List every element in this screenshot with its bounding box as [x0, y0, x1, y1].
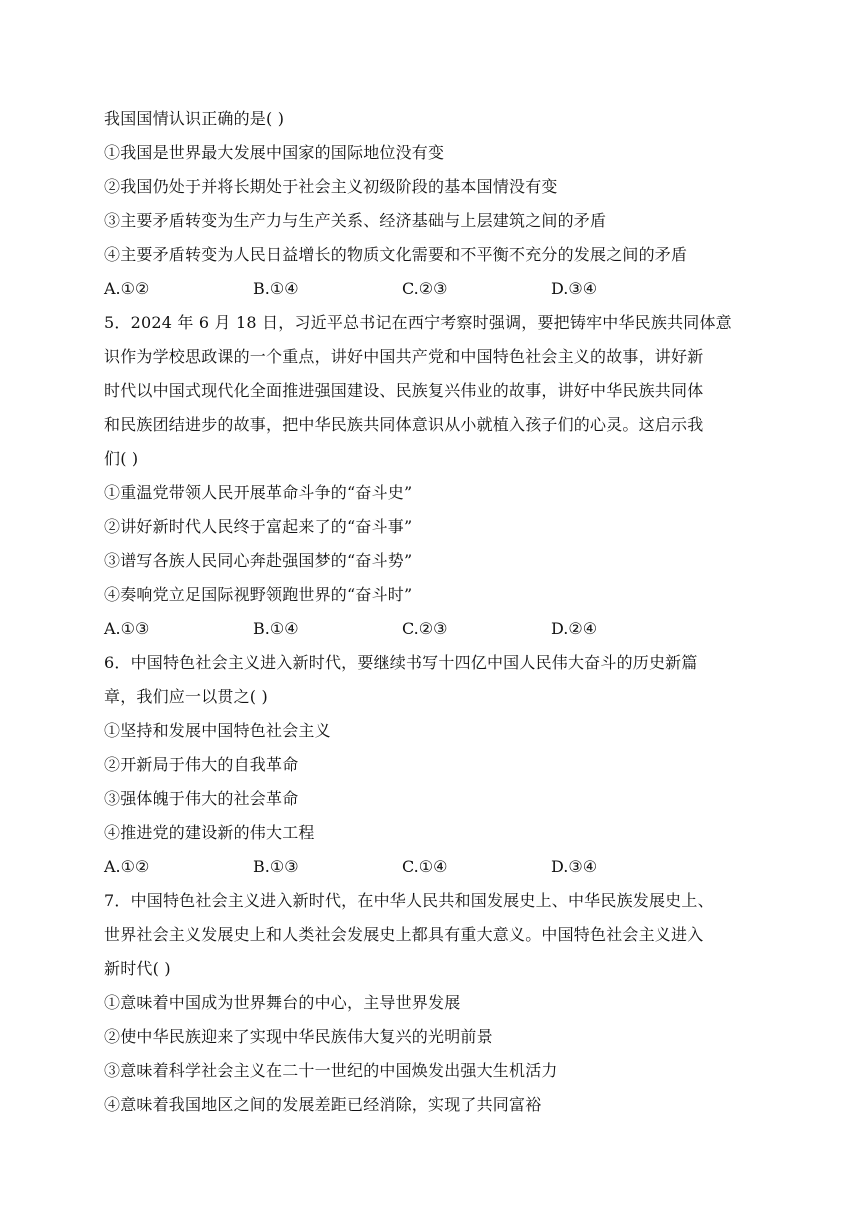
- q5-options: [104, 612, 754, 646]
- q4-item-1: ①我国是世界最大发展中国家的国际地位没有变: [104, 143, 445, 162]
- q6-item-3: ③强体魄于伟大的社会革命: [104, 789, 299, 808]
- q5-item-2: ②讲好新时代人民终于富起来了的“奋斗事”: [104, 517, 413, 536]
- q4-item-3: ③主要矛盾转变为生产力与生产关系、经济基础与上层建筑之间的矛盾: [104, 211, 607, 230]
- q5-option-a[interactable]: A.①③: [104, 619, 150, 638]
- q6-option-b[interactable]: B.①③: [253, 857, 299, 876]
- q5-item-1: ①重温党带领人民开展革命斗争的“奋斗史”: [104, 483, 413, 502]
- q6-option-c[interactable]: C.①④: [402, 857, 448, 876]
- q7-stem-line-3: 新时代( ): [104, 959, 171, 978]
- q6-item-4: ④推进党的建设新的伟大工程: [104, 823, 315, 842]
- q4-option-a[interactable]: A.①②: [104, 279, 150, 298]
- q6-stem-line-2: 章，我们应一以贯之( ): [104, 687, 268, 706]
- q4-item-2: ②我国仍处于并将长期处于社会主义初级阶段的基本国情没有变: [104, 177, 558, 196]
- q7-stem-line-2: 世界社会主义发展史上和人类社会发展史上都具有重大意义。中国特色社会主义进入: [104, 925, 704, 944]
- q5-stem-line-1: 5．2024 年 6 月 18 日，习近平总书记在西宁考察时强调，要把铸牢中华民族共同体意: [104, 313, 732, 332]
- q5-stem-line-2: 识作为学校思政课的一个重点，讲好中国共产党和中国特色社会主义的故事，讲好新: [104, 347, 704, 366]
- q7-item-3: ③意味着科学社会主义在二十一世纪的中国焕发出强大生机活力: [104, 1061, 558, 1080]
- q7-stem-line-1: 7．中国特色社会主义进入新时代，在中华人民共和国发展史上、中华民族发展史上、: [104, 891, 714, 910]
- q4-option-b[interactable]: B.①④: [253, 279, 299, 298]
- q5-item-3: ③谱写各族人民同心奔赴强国梦的“奋斗势”: [104, 551, 413, 570]
- q6-option-a[interactable]: A.①②: [104, 857, 150, 876]
- q7-item-2: ②使中华民族迎来了实现中华民族伟大复兴的光明前景: [104, 1027, 493, 1046]
- q4-options: [104, 272, 754, 306]
- q5-option-c[interactable]: C.②③: [402, 619, 448, 638]
- q7-item-1: ①意味着中国成为世界舞台的中心，主导世界发展: [104, 993, 461, 1012]
- q4-item-4: ④主要矛盾转变为人民日益增长的物质文化需要和不平衡不充分的发展之间的矛盾: [104, 245, 688, 264]
- q4-option-c[interactable]: C.②③: [402, 279, 448, 298]
- q4-stem-tail: 我国国情认识正确的是( ): [104, 109, 285, 128]
- q6-item-1: ①坚持和发展中国特色社会主义: [104, 721, 331, 740]
- q5-stem-line-5: 们( ): [104, 449, 139, 468]
- question-content: [104, 102, 754, 1122]
- q5-stem-line-3: 时代以中国式现代化全面推进强国建设、民族复兴伟业的故事，讲好中华民族共同体: [104, 381, 704, 400]
- q5-stem-line-4: 和民族团结进步的故事，把中华民族共同体意识从小就植入孩子们的心灵。这启示我: [104, 415, 704, 434]
- q7-item-4: ④意味着我国地区之间的发展差距已经消除，实现了共同富裕: [104, 1095, 542, 1114]
- q6-item-2: ②开新局于伟大的自我革命: [104, 755, 299, 774]
- q5-option-d[interactable]: D.②④: [551, 619, 598, 638]
- q5-item-4: ④奏响党立足国际视野领跑世界的“奋斗时”: [104, 585, 413, 604]
- q4-option-d[interactable]: D.③④: [551, 279, 598, 298]
- q6-stem-line-1: 6．中国特色社会主义进入新时代，要继续书写十四亿中国人民伟大奋斗的历史新篇: [104, 653, 698, 672]
- q5-option-b[interactable]: B.①④: [253, 619, 299, 638]
- q6-options: [104, 850, 754, 884]
- q6-option-d[interactable]: D.③④: [551, 857, 598, 876]
